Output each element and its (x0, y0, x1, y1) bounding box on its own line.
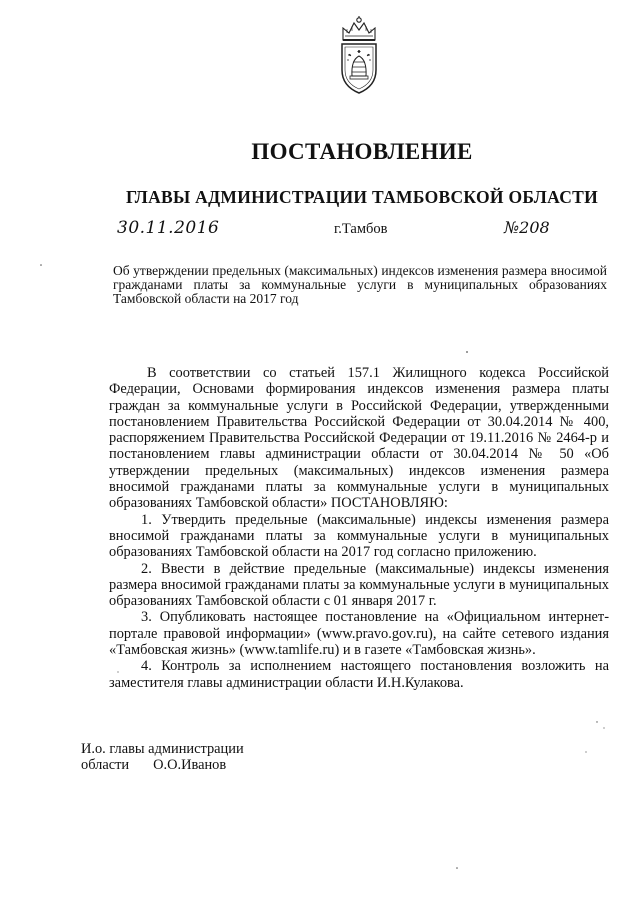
document-subject: Об утверждении предельных (максимальных) индексов изменения размера вносимой гражданами платы за коммунальные услуги в муниципальных образованиях Тамбовской области на 2017 год (113, 263, 607, 306)
signature-region: области (81, 757, 130, 773)
item-3-paragraph: 3. Опубликовать настоящее постановление на «Официальном интернет-портале правовой информации» (www.pravo.gov.ru), на сайте сетевого издания «Тамбовская жизнь» (www.tamlife.ru) и в газете «Тамбовская жизнь». (109, 609, 609, 659)
item-1-paragraph: 1. Утвердить предельные (максимальные) индексы изменения размера вносимой гражданами платы за коммунальные услуги в муниципальных образованиях Тамбовской области на 2017 год согласно приложению. (109, 511, 609, 561)
signature-name: О.О.Иванов (153, 757, 227, 773)
document-subtitle: ГЛАВЫ АДМИНИСТРАЦИИ ТАМБОВСКОЙ ОБЛАСТИ (125, 187, 599, 207)
document-title: ПОСТАНОВЛЕНИЕ (251, 139, 473, 164)
signature-line (81, 757, 244, 773)
item-4-paragraph: 4. Контроль за исполнением настоящего постановления возложить на заместителя главы администрации области И.Н.Кулакова. (109, 658, 609, 691)
document-number: №208 (504, 218, 550, 237)
document-body (109, 365, 609, 691)
signature-position: И.о. главы администрации (81, 741, 244, 757)
document-date: 30.11.2016 (117, 218, 220, 238)
item-2-paragraph: 2. Ввести в действие предельные (максимальные) индексы изменения размера вносимой гражданами платы за коммунальные услуги в муниципальных образованиях Тамбовской области с 01 января 2017 г. (109, 560, 609, 610)
coat-of-arms-icon (334, 14, 384, 96)
preamble-paragraph: В соответствии со статьей 157.1 Жилищного кодекса Российской Федерации, Основами формирования индексов изменения размера платы граждан за коммунальные услуги в Российской Федерации, утвержденными постановлением Правительства Российской Федерации от 30.04.2014 № 400, распоряжением Правительства Российской Федерации от 19.11.2016 № 2464-р и постановлением главы администрации области от 30.04.2014 № 50 «Об утверждении предельных (максимальных) индексов изменения размера вносимой гражданами платы за коммунальные услуги в муниципальных образованиях Тамбовской области» ПОСТАНОВЛЯЮ: (109, 365, 609, 512)
document-city: г.Тамбов (334, 221, 388, 237)
signature-block (81, 741, 244, 773)
